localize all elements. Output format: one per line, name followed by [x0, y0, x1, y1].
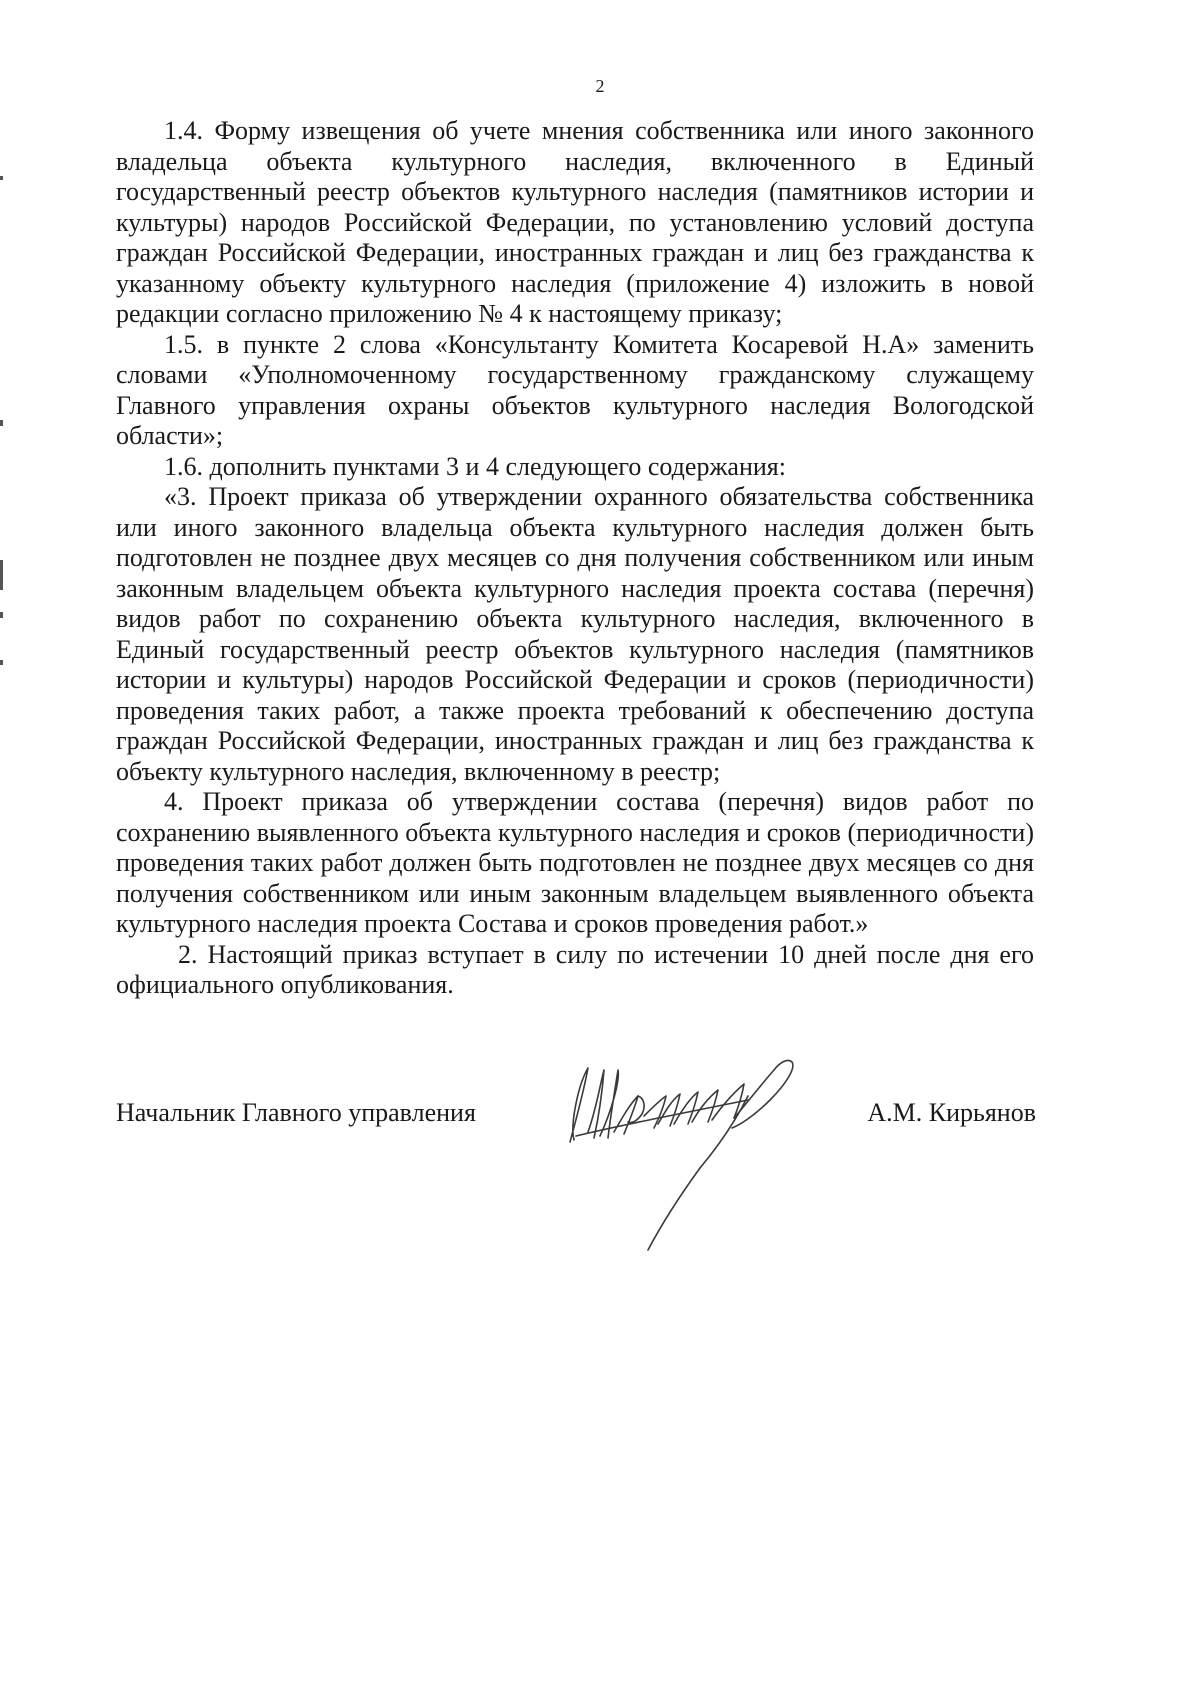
- scan-edge-mark: [0, 420, 3, 426]
- document-body: [116, 116, 1034, 1001]
- paragraph-1-5: 1.5. в пункте 2 слова «Консультанту Комитета Косаревой Н.А» заменить словами «Уполномоченному государственному гражданскому служащему Главного управления охраны объектов культурного наследия Вологодской области»;: [116, 329, 1034, 450]
- paragraph-1-4: 1.4. Форму извещения об учете мнения собственника или иного законного владельца объекта культурного наследия, включенного в Единый государственный реестр объектов культурного наследия (памятников истории и культуры) народов Российской Федерации, по установлению условий доступа граждан Российской Федерации, иностранных граждан и лиц без гражданства к указанному объекту культурного наследия (приложение 4) изложить в новой редакции согласно приложению № 4 к настоящему приказу;: [116, 116, 1034, 328]
- paragraph-2: 2. Настоящий приказ вступает в силу по истечении 10 дней после дня его официального опубликования.: [116, 939, 1034, 999]
- paragraph-1-6: 1.6. дополнить пунктами 3 и 4 следующего содержания:: [164, 451, 786, 481]
- scan-edge-mark: [0, 660, 3, 665]
- scan-edge-mark: [0, 612, 3, 618]
- signatory-position: Начальник Главного управления: [116, 1098, 476, 1127]
- scan-edge-mark: [0, 560, 3, 590]
- handwritten-signature: [548, 1040, 848, 1270]
- scan-edge-mark: [0, 176, 3, 180]
- page-number: 2: [595, 76, 605, 96]
- paragraph-item-3: «3. Проект приказа об утверждении охранного обязательства собственника или иного законного владельца объекта культурного наследия должен быть подготовлен не позднее двух месяцев со дня получения собственником или иным законным владельцем объекта культурного наследия проекта состава (перечня) видов работ по сохранению объекта культурного наследия, включенного в Единый государственный реестр объектов культурного наследия (памятников истории и культуры) народов Российской Федерации и сроков (периодичности) проведения таких работ, а также проекта требований к обеспечению доступа граждан Российской Федерации, иностранных граждан и лиц без гражданства к объекту культурного наследия, включенному в реестр;: [116, 482, 1034, 786]
- paragraph-item-4: 4. Проект приказа об утверждении состава (перечня) видов работ по сохранению выявленного объекта культурного наследия и сроков (периодичности) проведения таких работ должен быть подготовлен не позднее двух месяцев со дня получения собственником или иным законным владельцем выявленного объекта культурного наследия проекта Состава и сроков проведения работ.»: [116, 787, 1034, 938]
- signatory-name: А.М. Кирьянов: [867, 1098, 1036, 1127]
